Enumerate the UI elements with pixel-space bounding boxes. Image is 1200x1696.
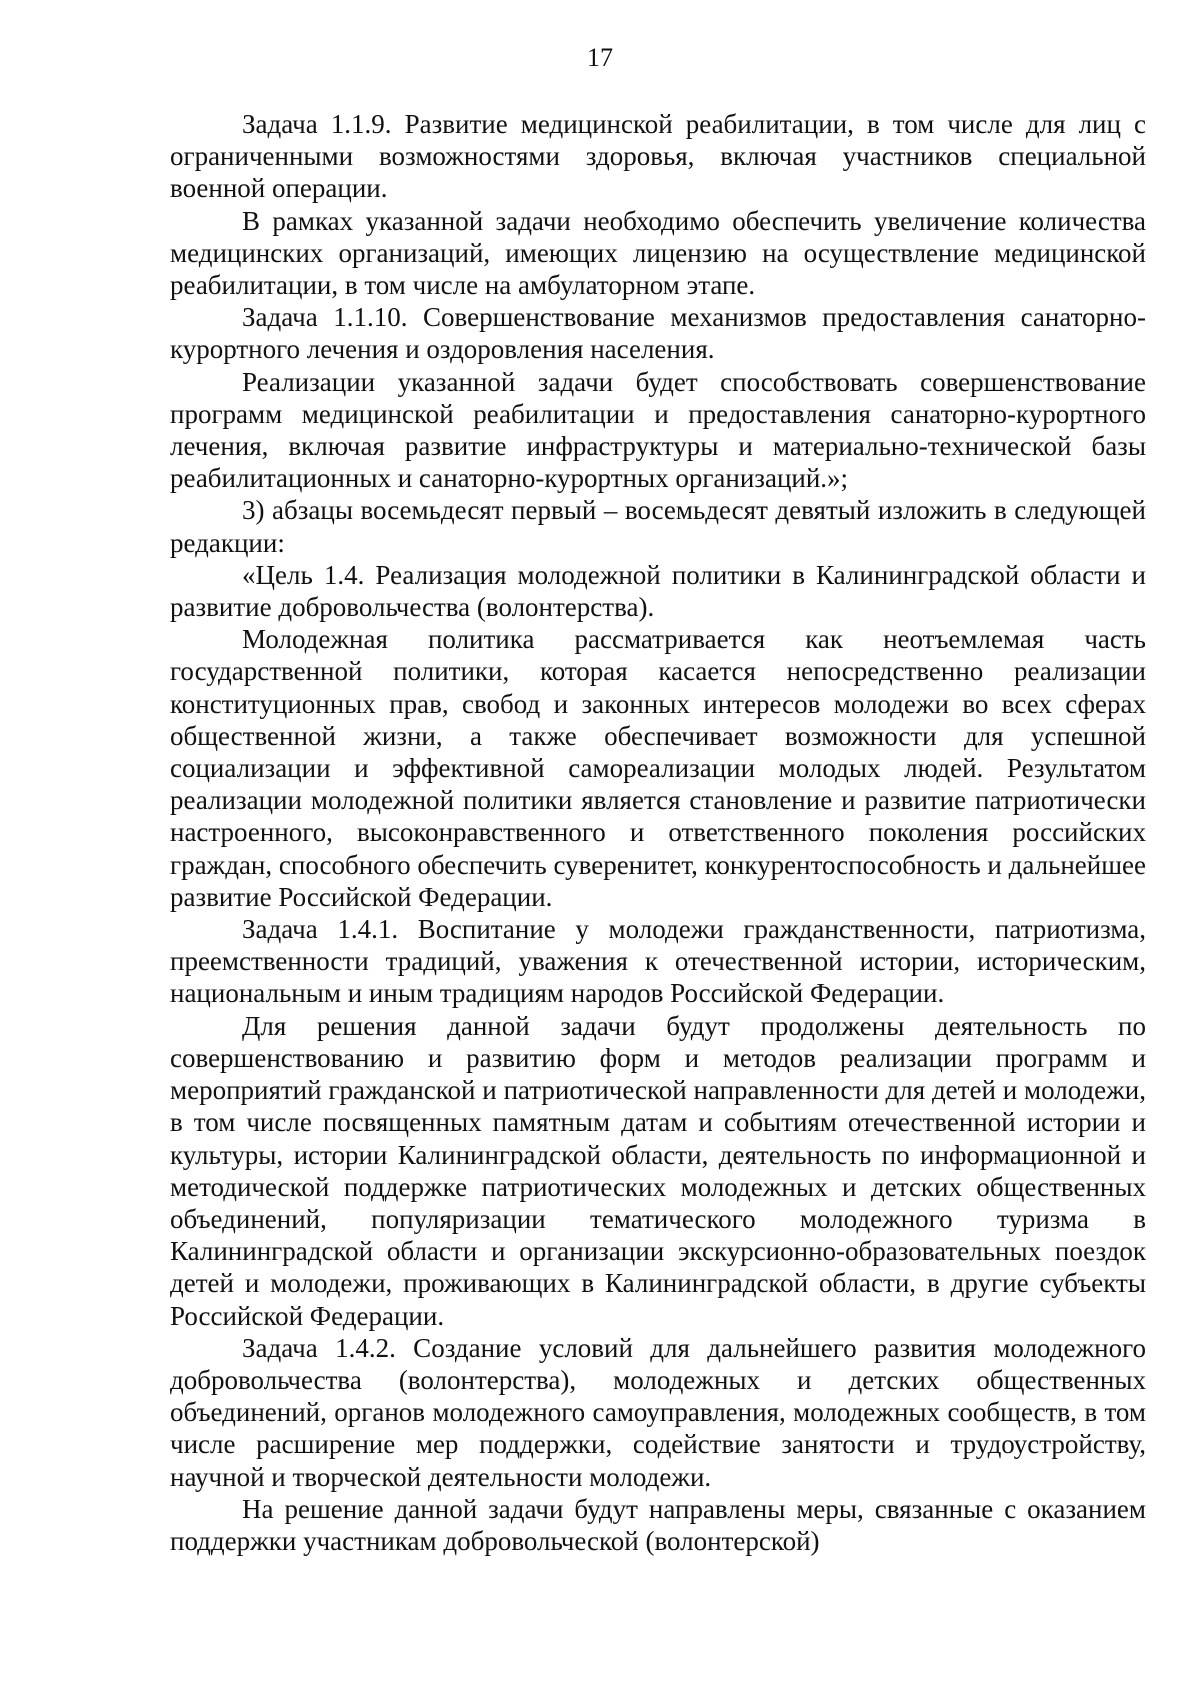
- paragraph-task-1-4-2-details: На решение данной задачи будут направлены меры, связанные с оказанием поддержки участникам добровольческой (волонтерской): [170, 1493, 1146, 1556]
- paragraph-task-1-4-2: Задача 1.4.2. Создание условий для дальнейшего развития молодежного добровольчества (волонтерства), молодежных и детских общественных объединений, органов молодежного самоуправления, молодежных сообществ, в том числе расширение мер поддержки, содействие занятости и трудоустройству, научной и творческой деятельности молодежи.: [170, 1332, 1146, 1492]
- paragraph-task-1-4-1-details: Для решения данной задачи будут продолжены деятельность по совершенствованию и развитию форм и методов реализации программ и мероприятий гражданской и патриотической направленности для детей и молодежи, в том числе посвященных памятным датам и событиям отечественной истории и культуры, истории Калининградской области, деятельность по информационной и методической поддержке патриотических молодежных и детских общественных объединений, популяризации тематического молодежного туризма в Калининградской области и организации экскурсионно-образовательных поездок детей и молодежи, проживающих в Калининградской области, в другие субъекты Российской Федерации.: [170, 1010, 1146, 1331]
- paragraph-task-1-4-1: Задача 1.4.1. Воспитание у молодежи гражданственности, патриотизма, преемственности традиций, уважения к отечественной истории, историческим, национальным и иным традициям народов Российской Федерации.: [170, 914, 1146, 1009]
- paragraph-task-1-1-9: Задача 1.1.9. Развитие медицинской реабилитации, в том числе для лиц с ограниченными возможностями здоровья, включая участников специальной военной операции.: [170, 109, 1146, 204]
- document-body: [170, 108, 1146, 1557]
- paragraph-amendment-3: 3) абзацы восемьдесят первый – восемьдесят девятый изложить в следующей редакции:: [170, 495, 1146, 558]
- paragraph-goal-1-4: «Цель 1.4. Реализация молодежной политики в Калининградской области и развитие добровольчества (волонтерства).: [170, 559, 1146, 623]
- page-number: 17: [587, 43, 613, 72]
- paragraph-task-1-1-10-details: Реализации указанной задачи будет способствовать совершенствование программ медицинской реабилитации и предоставления санаторно-курортного лечения, включая развитие инфраструктуры и материально-технической базы реабилитационных и санаторно-курортных организаций.»;: [170, 366, 1146, 494]
- paragraph-task-1-1-10: Задача 1.1.10. Совершенствование механизмов предоставления санаторно-курортного лечения и оздоровления населения.: [170, 302, 1146, 365]
- paragraph-youth-policy: Молодежная политика рассматривается как неотъемлемая часть государственной политики, которая касается непосредственно реализации конституционных прав, свобод и законных интересов молодежи во всех сферах общественной жизни, а также обеспечивает возможности для успешной социализации и эффективной самореализации молодых людей. Результатом реализации молодежной политики является становление и развитие патриотически настроенного, высоконравственного и ответственного поколения российских граждан, способного обеспечить суверенитет, конкурентоспособность и дальнейшее развитие Российской Федерации.: [170, 624, 1146, 912]
- paragraph-task-1-1-9-details: В рамках указанной задачи необходимо обеспечить увеличение количества медицинских организаций, имеющих лицензию на осуществление медицинской реабилитации, в том числе на амбулаторном этапе.: [170, 205, 1146, 301]
